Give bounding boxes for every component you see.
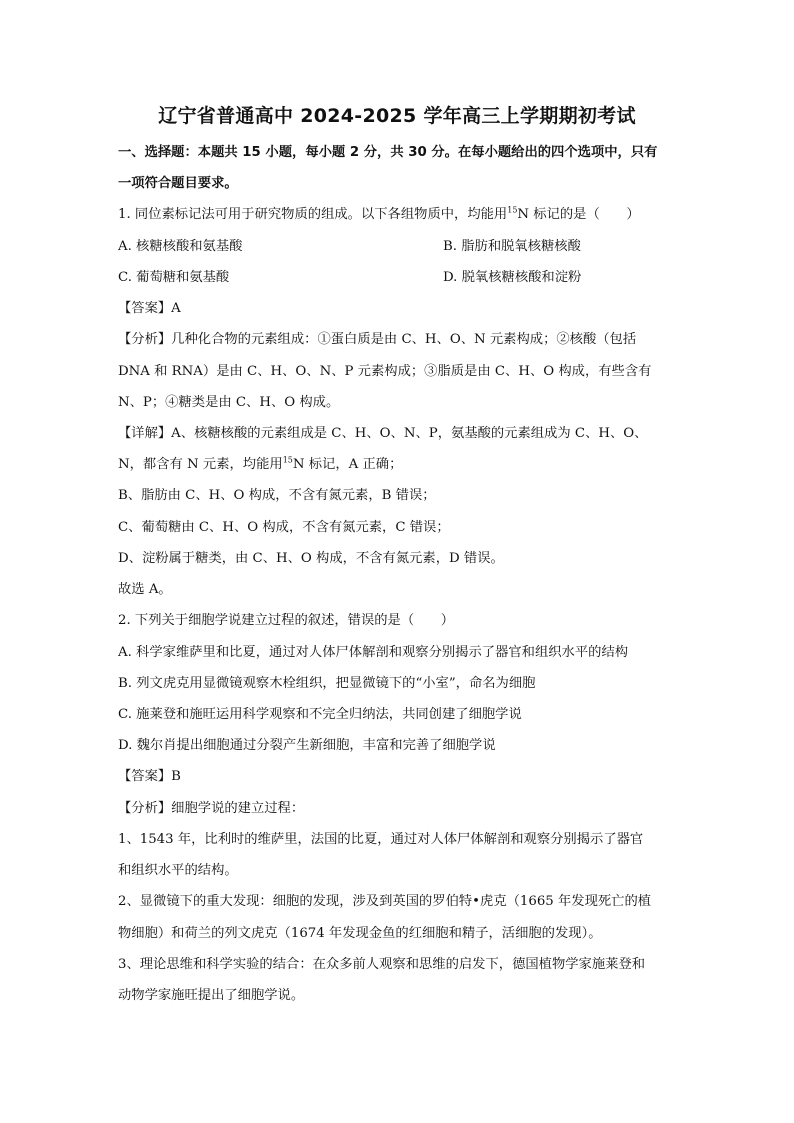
q2-point1-line2: 和组织水平的结构。 <box>118 863 238 878</box>
q1-options-row2 <box>118 268 678 288</box>
q1-detail2-text-b: N 标记，A 正确； <box>292 457 403 472</box>
q2-point2-line2: 物细胞）和荷兰的列文虎克（1674 年发现金鱼的红细胞和精子，活细胞的发现）。 <box>118 926 602 941</box>
q1-detail2-text-a: N，都含有 N 元素，均能用 <box>118 457 283 472</box>
q1-analysis-line1: 【分析】几种化合物的元素组成：①蛋白质是由 C、H、O、N 元素构成；②核酸（包括 <box>118 332 637 347</box>
q1-analysis-line2: DNA 和 RNA）是由 C、H、O、N、P 元素构成；③脂质是由 C、H、O 构成，有些含有 <box>118 364 652 379</box>
q2-point1-line1: 1、1543 年，比利时的维萨里，法国的比夏，通过对人体尸体解剖和观察分别揭示了器官 <box>118 832 644 847</box>
exam-title: 辽宁省普通高中 2024-2025 学年高三上学期期初考试 <box>158 105 636 127</box>
q1-detail-line2 <box>118 455 678 475</box>
q1-detail-line1: 【详解】A、核糖核酸的元素组成是 C、H、O、N、P，氨基酸的元素组成为 C、H、O、 <box>118 426 648 441</box>
q1-stem-superscript: 15 <box>507 205 518 215</box>
q1-answer: 【答案】A <box>118 301 181 316</box>
q1-options-row1 <box>118 237 678 257</box>
q1-option-d: D. 脱氧核糖核酸和淀粉 <box>443 270 582 285</box>
q2-answer: 【答案】B <box>118 769 181 784</box>
q1-conclusion: 故选 A。 <box>118 582 172 597</box>
q1-option-a: A. 核糖核酸和氨基酸 <box>118 239 243 254</box>
q2-option-d: D. 魏尔肖提出细胞通过分裂产生新细胞，丰富和完善了细胞学说 <box>118 738 496 753</box>
q1-stem-text-a: 1. 同位素标记法可用于研究物质的组成。以下各组物质中，均能用 <box>118 207 508 222</box>
q2-option-a: A. 科学家维萨里和比夏，通过对人体尸体解剖和观察分别揭示了器官和组织水平的结构 <box>118 645 629 660</box>
q1-option-b: B. 脂肪和脱氧核糖核酸 <box>443 239 581 254</box>
q2-point3-line1: 3、理论思维和科学实验的结合：在众多前人观察和思维的启发下，德国植物学家施莱登和 <box>118 957 646 972</box>
q1-detail-line5: D、淀粉属于糖类，由 C、H、O 构成，不含有氮元素，D 错误。 <box>118 551 504 566</box>
q1-analysis-line3: N、P；④糖类是由 C、H、O 构成。 <box>118 395 340 410</box>
q2-stem: 2. 下列关于细胞学说建立过程的叙述，错误的是（ ） <box>118 613 455 628</box>
q2-option-c: C. 施莱登和施旺运用科学观察和不完全归纳法，共同创建了细胞学说 <box>118 707 522 722</box>
q1-option-c: C. 葡萄糖和氨基酸 <box>118 270 230 285</box>
q1-stem <box>118 205 678 225</box>
q2-point3-line2: 动物学家施旺提出了细胞学说。 <box>118 988 305 1003</box>
q1-detail-line4: C、葡萄糖由 C、H、O 构成，不含有氮元素，C 错误； <box>118 520 450 535</box>
section-instruction-line2: 一项符合题目要求。 <box>118 176 238 191</box>
section-instruction-line1: 一、选择题：本题共 15 小题，每小题 2 分，共 30 分。在每小题给出的四个选项中，只有 <box>118 145 658 160</box>
q2-point2-line1: 2、显微镜下的重大发现：细胞的发现，涉及到英国的罗伯特•虎克（1665 年发现死亡的植 <box>118 894 652 909</box>
q2-option-b: B. 列文虎克用显微镜观察木栓组织，把显微镜下的“小室”，命名为细胞 <box>118 676 536 691</box>
q1-stem-text-b: N 标记的是（ ） <box>517 207 640 222</box>
q1-detail-line3: B、脂肪由 C、H、O 构成，不含有氮元素，B 错误； <box>118 488 436 503</box>
q1-detail2-superscript: 15 <box>282 455 293 465</box>
q2-analysis-heading: 【分析】细胞学说的建立过程： <box>118 801 305 816</box>
